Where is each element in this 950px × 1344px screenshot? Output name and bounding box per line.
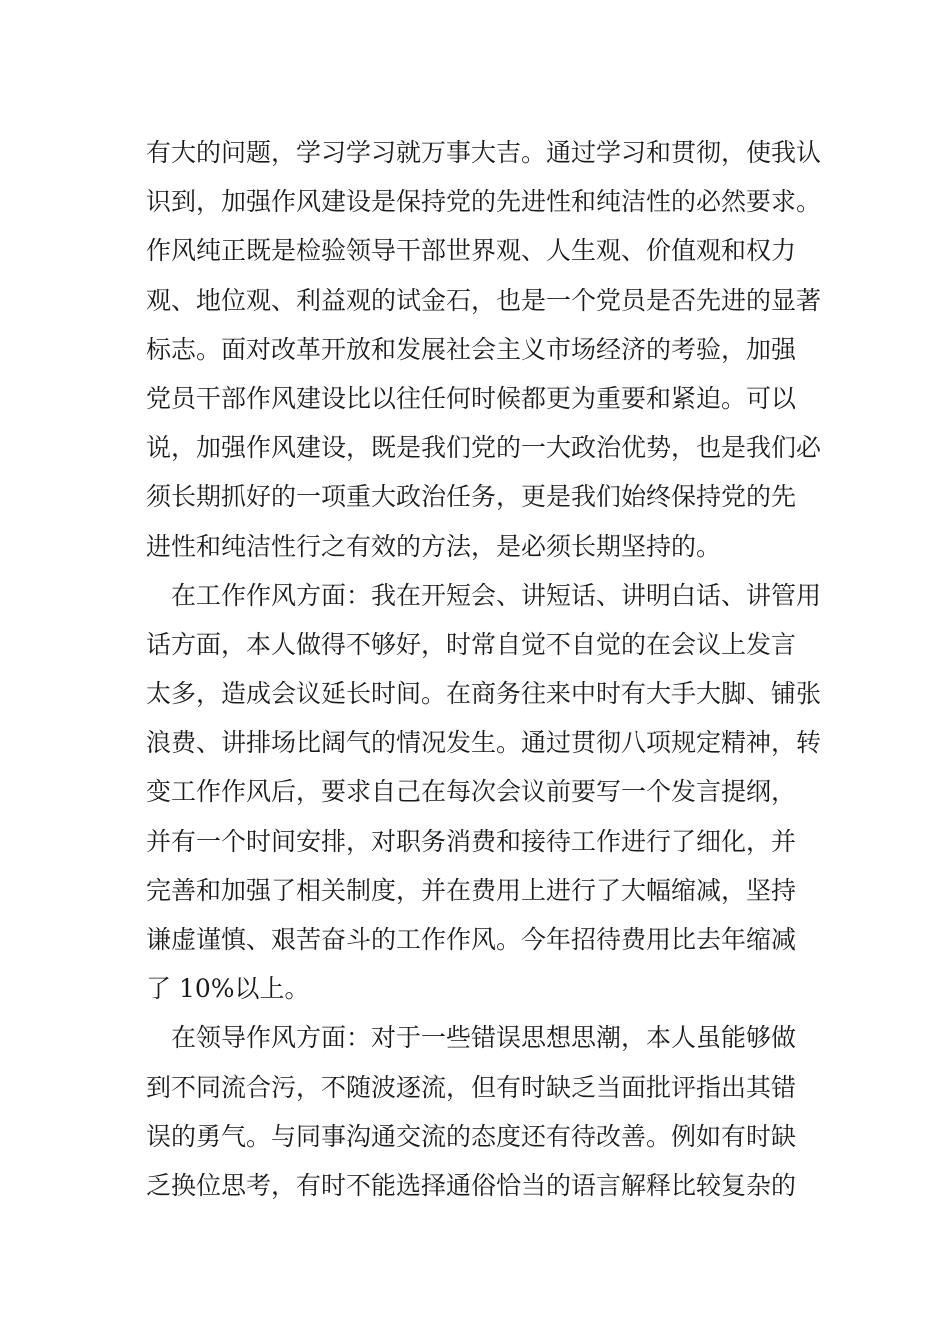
text-line-13: 浪费、讲排场比阔气的情况发生。通过贯彻八项规定精神，转 <box>146 728 822 758</box>
text-line-2: 识到，加强作风建设是保持党的先进性和纯洁性的必然要求。 <box>146 187 822 217</box>
text-line-7: 说，加强作风建设，既是我们党的一大政治优势，也是我们必 <box>146 433 822 463</box>
body-text <box>146 128 826 1210</box>
text-line-22: 乏换位思考，有时不能选择通俗恰当的语言解释比较复杂的 <box>146 1170 797 1200</box>
text-line-5: 标志。面对改革开放和发展社会主义市场经济的考验，加强 <box>146 334 797 364</box>
text-line-20: 到不同流合污，不随波逐流，但有时缺乏当面批评指出其错 <box>146 1072 797 1102</box>
paragraph-leadership-style-start: 在领导作风方面：对于一些错误思想思潮，本人虽能够做 <box>171 1023 797 1053</box>
text-line-17: 谦虚谨慎、艰苦奋斗的工作作风。今年招待费用比去年缩减 <box>146 925 797 954</box>
text-line-6: 党员干部作风建设比以往任何时候都更为重要和紧迫。可以 <box>146 383 797 413</box>
text-line-9: 进性和纯洁性行之有效的方法，是必须长期坚持的。 <box>146 531 722 561</box>
text-line-16: 完善和加强了相关制度，并在费用上进行了大幅缩减，坚持 <box>146 875 797 905</box>
text-line-18: 了 10%以上。 <box>146 974 310 1004</box>
text-line-4: 观、地位观、利益观的试金石，也是一个党员是否先进的显著 <box>146 285 822 315</box>
text-line-21: 误的勇气。与同事沟通交流的态度还有待改善。例如有时缺 <box>146 1121 797 1151</box>
text-line-12: 太多，造成会议延长时间。在商务往来中时有大手大脚、铺张 <box>146 679 822 709</box>
paragraph-work-style-start: 在工作作风方面：我在开短会、讲短话、讲明白话、讲管用 <box>171 580 822 610</box>
text-line-3: 作风纯正既是检验领导干部世界观、人生观、价值观和权力 <box>146 236 797 266</box>
text-line-11: 话方面，本人做得不够好，时常自觉不自觉的在会议上发言 <box>146 629 797 659</box>
text-line-8: 须长期抓好的一项重大政治任务，更是我们始终保持党的先 <box>146 482 797 512</box>
text-line-14: 变工作作风后，要求自己在每次会议前要写一个发言提纲， <box>146 777 797 807</box>
text-line-1: 有大的问题，学习学习就万事大吉。通过学习和贯彻，使我认 <box>146 138 822 167</box>
text-line-15: 并有一个时间安排，对职务消费和接待工作进行了细化，并 <box>146 826 797 856</box>
